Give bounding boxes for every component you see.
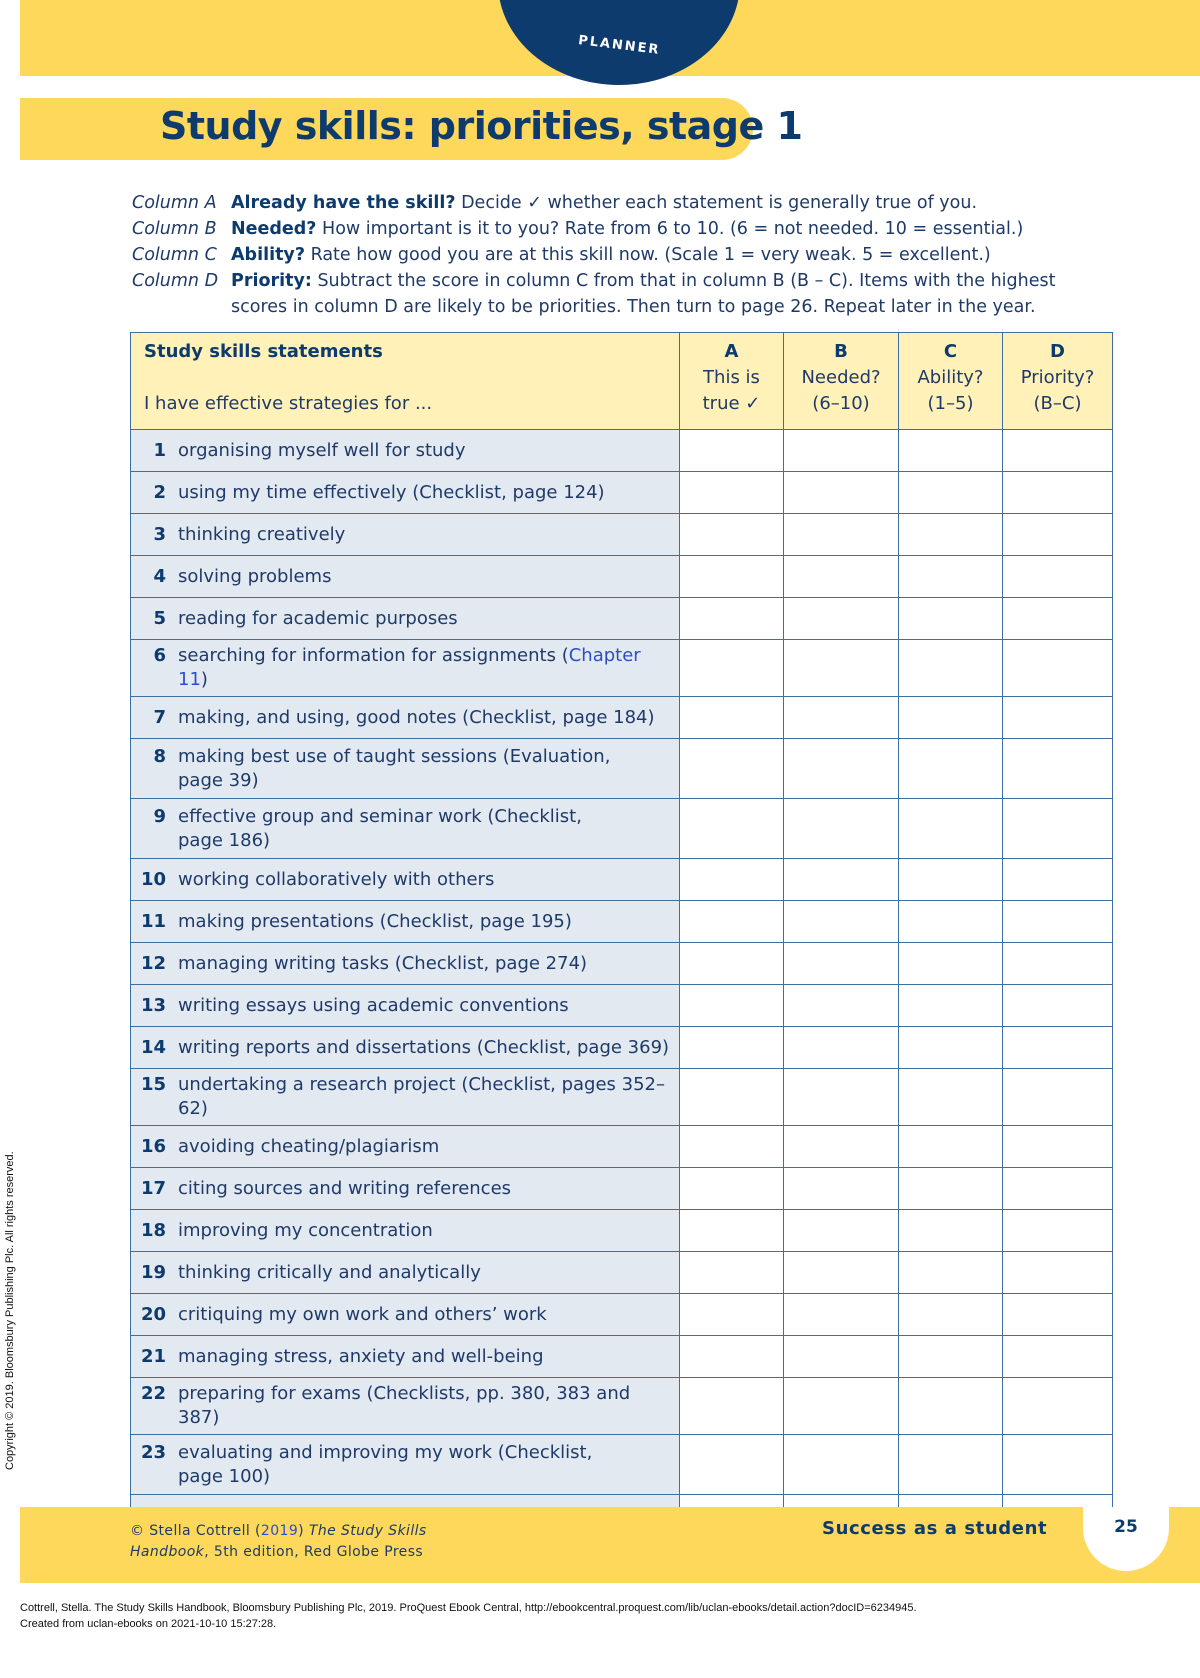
statement-cell [131,739,680,799]
statement-text: writing essays using academic conventions [178,994,569,1016]
column-c-entry[interactable] [899,430,1003,472]
statement-number: 23 [140,1441,166,1463]
statement-number: 6 [153,645,166,666]
column-c-entry[interactable] [899,1252,1003,1294]
statement-cell [131,1069,680,1126]
column-b-entry[interactable] [784,1168,899,1210]
instruction-column-c: Column C Ability? Rate how good you are at this skill now. (Scale 1 = very weak. 5 = excellent.) [132,245,991,265]
table-row [131,430,1113,472]
statement-number: 17 [140,1177,166,1199]
statement-cell [131,1168,680,1210]
column-d-entry[interactable] [1003,1435,1113,1495]
statement-cell [131,598,680,640]
planner-tab-label: PLANNER [577,33,662,58]
side-copyright: Copyright © 2019. Bloomsbury Publishing Plc. All rights reserved. [4,1151,16,1470]
statement-number: 16 [140,1135,166,1157]
statement-cell [131,472,680,514]
statement-text: working collaboratively with others [178,868,495,890]
column-c-entry[interactable] [899,1126,1003,1168]
statement-cell [131,430,680,472]
statement-number: 15 [140,1074,166,1095]
column-a-entry[interactable] [680,556,784,598]
column-b-entry[interactable] [784,697,899,739]
statement-number: 21 [140,1345,166,1367]
column-b-entry[interactable] [784,1435,899,1495]
column-c-entry[interactable] [899,1435,1003,1495]
statement-text: solving problems [178,565,332,587]
column-b-entry[interactable] [784,859,899,901]
statement-text: thinking critically and analytically [178,1261,481,1283]
statement-text: managing writing tasks (Checklist, page 274) [178,952,588,974]
table-row [131,943,1113,985]
skills-table [130,332,1113,1537]
column-a-entry[interactable] [680,1435,784,1495]
column-d-entry[interactable] [1003,859,1113,901]
section-title: Success as a student [822,1518,1048,1539]
column-a-header: A This is true ✓ [680,333,784,430]
column-c-entry[interactable] [899,943,1003,985]
chapter-link[interactable]: Chapter 11 [178,645,641,690]
statement-text: critiquing my own work and others’ work [178,1303,547,1325]
column-c-entry[interactable] [899,556,1003,598]
column-b-entry[interactable] [784,1069,899,1126]
column-b-entry[interactable] [784,739,899,799]
statement-cell [131,1210,680,1252]
column-d-entry[interactable] [1003,598,1113,640]
table-row [131,1435,1113,1495]
column-d-entry[interactable] [1003,1294,1113,1336]
statement-cell [131,1336,680,1378]
statement-number: 13 [140,994,166,1016]
table-row [131,598,1113,640]
statement-cell [131,556,680,598]
column-a-entry[interactable] [680,1336,784,1378]
column-b-entry[interactable] [784,472,899,514]
column-c-entry[interactable] [899,1027,1003,1069]
statement-text: making, and using, good notes (Checklist, page 184) [178,706,655,728]
statement-number: 14 [140,1036,166,1058]
instructions [132,190,1092,320]
column-a-entry[interactable] [680,430,784,472]
column-c-entry[interactable] [899,514,1003,556]
column-b-entry[interactable] [784,430,899,472]
column-c-entry[interactable] [899,985,1003,1027]
table-row [131,1336,1113,1378]
table-row [131,1378,1113,1435]
statement-cell [131,901,680,943]
statement-cell [131,1126,680,1168]
column-b-entry[interactable] [784,943,899,985]
statement-text: citing sources and writing references [178,1177,512,1199]
table-row [131,985,1113,1027]
statement-text: avoiding cheating/plagiarism [178,1135,440,1157]
table-row [131,640,1113,697]
column-b-entry[interactable] [784,556,899,598]
statement-number: 11 [140,910,166,932]
column-b-header: B Needed? (6–10) [784,333,899,430]
column-b-entry[interactable] [784,514,899,556]
statement-cell [131,1294,680,1336]
column-d-entry[interactable] [1003,1027,1113,1069]
table-row [131,1069,1113,1126]
statement-text: improving my concentration [178,1219,433,1241]
column-a-entry[interactable] [680,799,784,859]
statement-number: 20 [140,1303,166,1325]
column-c-entry[interactable] [899,1378,1003,1435]
column-a-entry[interactable] [680,1027,784,1069]
column-b-entry[interactable] [784,1126,899,1168]
column-b-entry[interactable] [784,1210,899,1252]
instruction-continuation: scores in column D are likely to be priorities. Then turn to page 26. Repeat later in the year. [231,297,1036,317]
column-d-entry[interactable] [1003,1210,1113,1252]
statement-cell [131,859,680,901]
statement-number: 7 [153,706,166,728]
statement-cell [131,985,680,1027]
column-d-entry[interactable] [1003,1252,1113,1294]
statement-text: making presentations (Checklist, page 195) [178,910,572,932]
copyright-credit: © Stella Cottrell (2019) The Study Skills Handbook, 5th edition, Red Globe Press [130,1523,427,1560]
column-d-entry[interactable] [1003,640,1113,697]
column-d-entry[interactable] [1003,943,1113,985]
bottom-citation: Cottrell, Stella. The Study Skills Handbook, Bloomsbury Publishing Plc, 2019. ProQuest Ebook Central, http://ebookcentral.proquest.com/lib/uclan-ebooks/detail.action?docID=6234945. Created from uclan-ebooks on 2021-10-10 15:27:28. [20,1602,917,1630]
table-row [131,1126,1113,1168]
statement-number: 22 [140,1383,166,1404]
column-d-entry[interactable] [1003,901,1113,943]
statement-text: effective group and seminar work (Checklist, page 186) [178,805,582,851]
statement-cell [131,514,680,556]
column-c-entry[interactable] [899,739,1003,799]
statement-cell [131,799,680,859]
page-title: Study skills: priorities, stage 1 [160,104,803,148]
column-b-entry[interactable] [784,985,899,1027]
column-b-entry[interactable] [784,901,899,943]
column-d-entry[interactable] [1003,1069,1113,1126]
column-a-entry[interactable] [680,1294,784,1336]
statement-text: reading for academic purposes [178,607,458,629]
column-a-entry[interactable] [680,1252,784,1294]
instruction-column-a: Column A Already have the skill? Decide ✓ whether each statement is generally true of you. [132,193,978,213]
column-b-entry[interactable] [784,1294,899,1336]
statements-header: Study skills statements I have effective strategies for ... [131,333,680,430]
statement-number: 10 [140,868,166,890]
column-d-entry[interactable] [1003,799,1113,859]
statement-number: 1 [153,439,166,461]
statement-cell [131,1252,680,1294]
column-a-entry[interactable] [680,1378,784,1435]
column-d-entry[interactable] [1003,739,1113,799]
column-a-entry[interactable] [680,739,784,799]
column-d-entry[interactable] [1003,985,1113,1027]
column-b-entry[interactable] [784,799,899,859]
instruction-column-d: Column D Priority: Subtract the score in column C from that in column B (B – C). Items with the highest [132,271,1056,291]
column-c-entry[interactable] [899,1336,1003,1378]
statement-number: 8 [153,745,166,767]
column-a-entry[interactable] [680,901,784,943]
table-row [131,1027,1113,1069]
statement-number: 9 [153,805,166,827]
statement-text: organising myself well for study [178,439,466,461]
column-a-entry[interactable] [680,472,784,514]
table-row [131,514,1113,556]
statement-text: writing reports and dissertations (Checklist, page 369) [178,1036,670,1058]
statement-cell [131,1027,680,1069]
column-d-entry[interactable] [1003,514,1113,556]
column-c-entry[interactable] [899,697,1003,739]
statement-text: managing stress, anxiety and well-being [178,1345,544,1367]
column-c-entry[interactable] [899,472,1003,514]
table-row [131,1252,1113,1294]
column-d-entry[interactable] [1003,1336,1113,1378]
statement-cell [131,697,680,739]
column-c-entry[interactable] [899,859,1003,901]
column-c-entry[interactable] [899,598,1003,640]
column-a-entry[interactable] [680,1168,784,1210]
table-row [131,859,1113,901]
instruction-column-b: Column B Needed? How important is it to you? Rate from 6 to 10. (6 = not needed. 10 = essential.) [132,219,1024,239]
column-c-entry[interactable] [899,1069,1003,1126]
table-row [131,1294,1113,1336]
statement-text: undertaking a research project (Checklist, pages 352–62) [178,1074,666,1119]
column-c-header: C Ability? (1–5) [899,333,1003,430]
column-d-entry[interactable] [1003,1126,1113,1168]
column-d-entry[interactable] [1003,556,1113,598]
column-d-entry[interactable] [1003,1168,1113,1210]
table-row [131,799,1113,859]
column-d-entry[interactable] [1003,1378,1113,1435]
statement-text: searching for information for assignments (Chapter 11) [178,645,641,690]
statement-cell [131,943,680,985]
column-a-entry[interactable] [680,640,784,697]
page-number: 25 [1114,1517,1138,1537]
statement-cell [131,640,680,697]
table-row [131,1168,1113,1210]
column-a-entry[interactable] [680,859,784,901]
column-c-entry[interactable] [899,1210,1003,1252]
statement-number: 12 [140,952,166,974]
column-d-entry[interactable] [1003,472,1113,514]
column-d-entry[interactable] [1003,430,1113,472]
column-b-entry[interactable] [784,1336,899,1378]
column-a-entry[interactable] [680,697,784,739]
statement-text: evaluating and improving my work (Checklist, page 100) [178,1441,593,1487]
statement-number: 19 [140,1261,166,1283]
column-b-entry[interactable] [784,1027,899,1069]
column-b-entry[interactable] [784,1252,899,1294]
statement-text: using my time effectively (Checklist, page 124) [178,481,605,503]
statement-number: 3 [153,523,166,545]
statement-number: 5 [153,607,166,629]
statement-number: 4 [153,565,166,587]
column-b-entry[interactable] [784,1378,899,1435]
table-row [131,1210,1113,1252]
statement-number: 2 [153,481,166,503]
column-a-entry[interactable] [680,943,784,985]
column-c-entry[interactable] [899,1168,1003,1210]
column-c-entry[interactable] [899,901,1003,943]
column-a-entry[interactable] [680,1210,784,1252]
column-c-entry[interactable] [899,1294,1003,1336]
table-row [131,556,1113,598]
column-a-entry[interactable] [680,1069,784,1126]
column-c-entry[interactable] [899,799,1003,859]
column-b-entry[interactable] [784,598,899,640]
column-a-entry[interactable] [680,985,784,1027]
statement-cell [131,1435,680,1495]
table-row [131,901,1113,943]
table-row [131,697,1113,739]
statement-text: preparing for exams (Checklists, pp. 380, 383 and 387) [178,1383,631,1428]
column-d-entry[interactable] [1003,697,1113,739]
statement-number: 18 [140,1219,166,1241]
table-row [131,472,1113,514]
column-a-entry[interactable] [680,1126,784,1168]
table-row [131,739,1113,799]
column-a-entry[interactable] [680,598,784,640]
statement-text: thinking creatively [178,523,346,545]
column-a-entry[interactable] [680,514,784,556]
column-b-entry[interactable] [784,640,899,697]
statement-cell [131,1378,680,1435]
column-d-header: D Priority? (B–C) [1003,333,1113,430]
column-c-entry[interactable] [899,640,1003,697]
statement-text: making best use of taught sessions (Evaluation, page 39) [178,745,611,791]
